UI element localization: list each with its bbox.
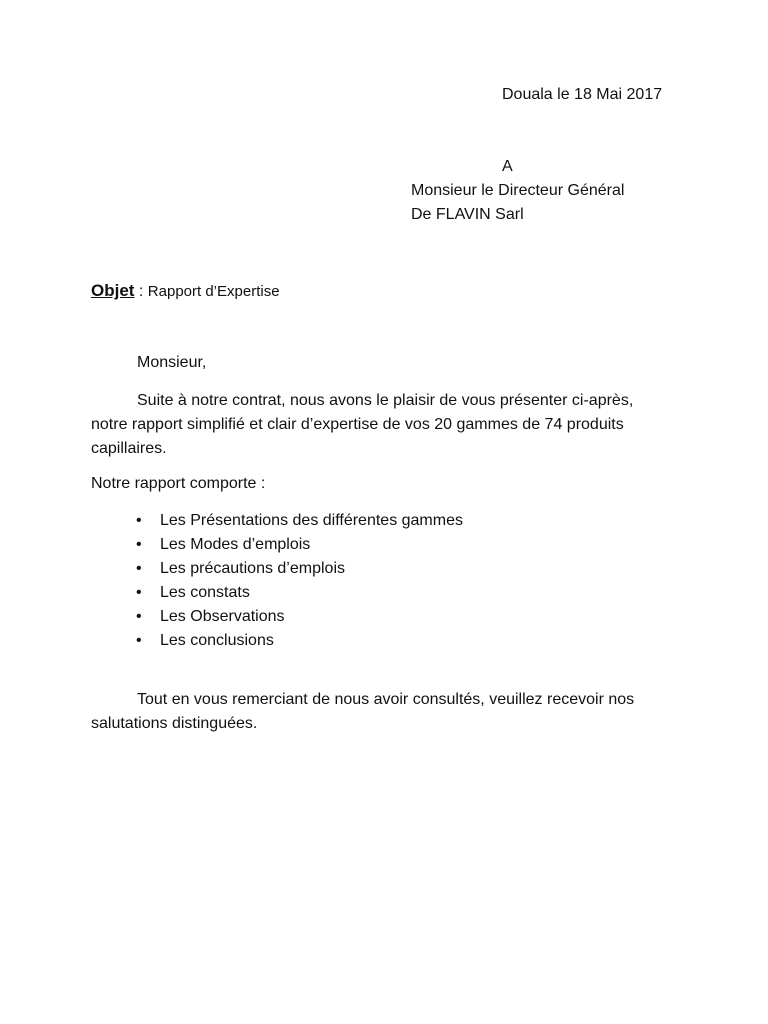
list-item-text: Les Observations bbox=[160, 608, 285, 625]
recipient-prefix: A bbox=[502, 158, 513, 175]
bullet-icon: • bbox=[136, 536, 142, 553]
bullet-icon: • bbox=[136, 632, 142, 649]
subject-label: Objet bbox=[91, 281, 135, 300]
list-item bbox=[130, 557, 463, 581]
bullet-icon: • bbox=[136, 512, 142, 529]
recipient-company: De FLAVIN Sarl bbox=[411, 206, 524, 223]
list-item bbox=[130, 581, 463, 605]
bullet-icon: • bbox=[136, 608, 142, 625]
list-item-text: Les précautions d’emplois bbox=[160, 560, 345, 577]
list-item-text: Les conclusions bbox=[160, 632, 274, 649]
recipient-title: Monsieur le Directeur Général bbox=[411, 182, 625, 199]
report-contents-list bbox=[130, 509, 463, 653]
salutation: Monsieur, bbox=[137, 354, 207, 371]
list-item-text: Les Présentations des différentes gammes bbox=[160, 512, 463, 529]
letter-date: Douala le 18 Mai 2017 bbox=[502, 86, 663, 103]
list-item bbox=[130, 605, 463, 629]
list-item-text: Les constats bbox=[160, 584, 250, 601]
subject-line bbox=[91, 281, 280, 301]
list-item bbox=[130, 533, 463, 557]
subject-separator: : bbox=[134, 283, 148, 300]
list-item-text: Les Modes d’emplois bbox=[160, 536, 311, 553]
body-paragraph-1: Suite à notre contrat, nous avons le plaisir de vous présenter ci-après, notre rapport simplifié et clair d’expertise de vos 20 gammes de 74 produits capillaires. bbox=[91, 392, 634, 457]
subject-text: Rapport d’Expertise bbox=[147, 283, 280, 300]
bullet-icon: • bbox=[136, 560, 142, 577]
list-intro: Notre rapport comporte : bbox=[91, 475, 266, 492]
list-item bbox=[130, 509, 463, 533]
list-item bbox=[130, 629, 463, 653]
bullet-icon: • bbox=[136, 584, 142, 601]
closing-paragraph: Tout en vous remerciant de nous avoir consultés, veuillez recevoir nos salutations distinguées. bbox=[91, 691, 635, 732]
